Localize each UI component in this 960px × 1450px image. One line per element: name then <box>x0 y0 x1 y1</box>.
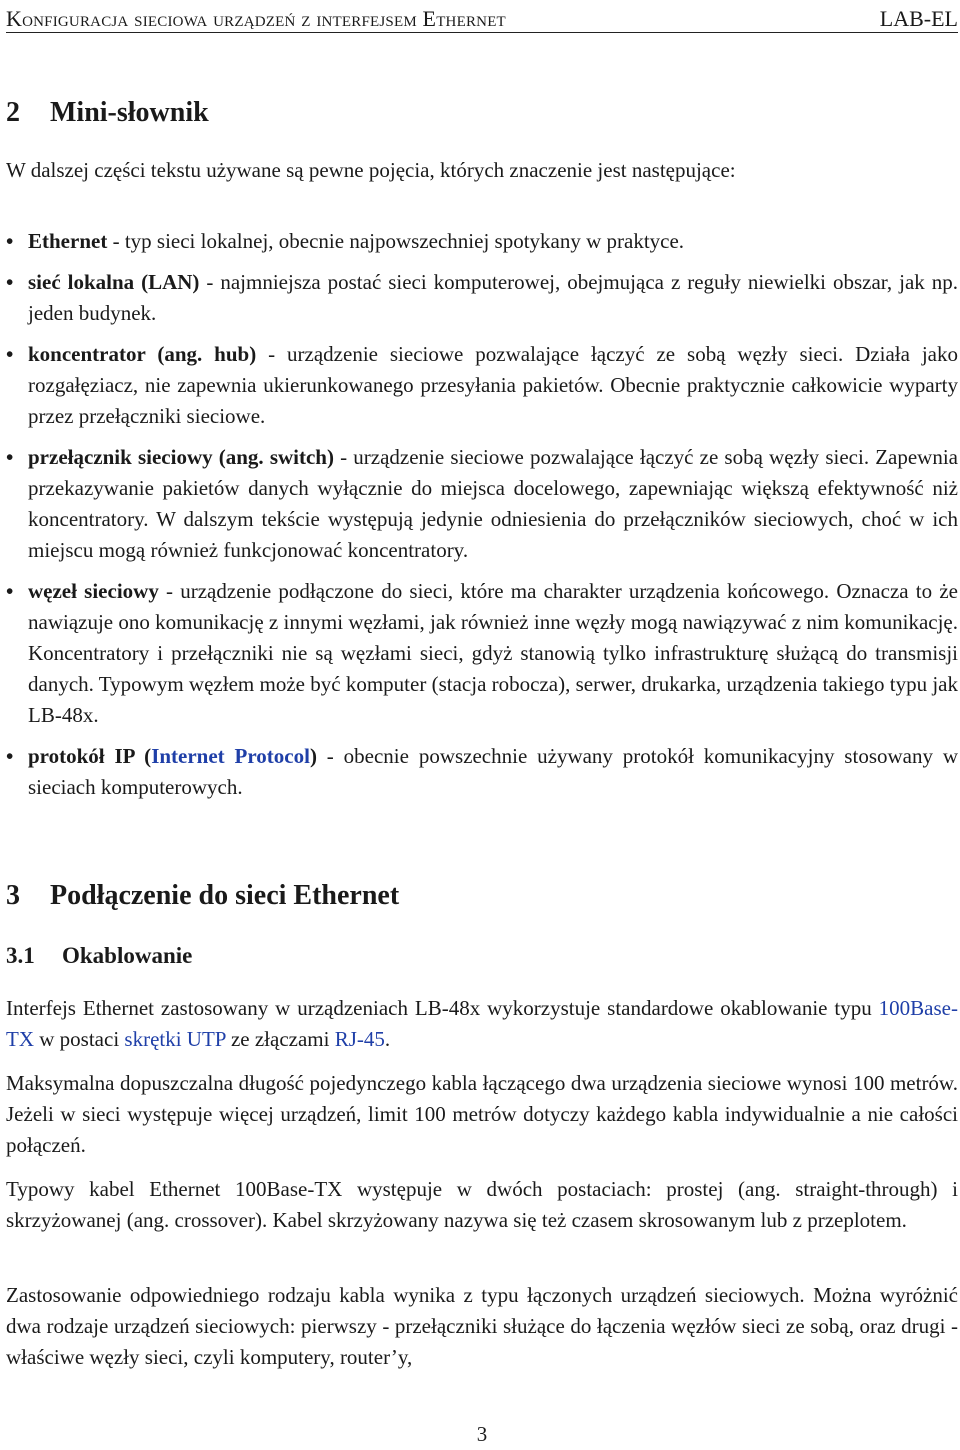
header-title: Konfiguracja sieciowa urządzeń z interfejsem Ethernet <box>6 6 506 31</box>
glossary-definition: - urządzenie sieciowe pozwalające łączyć ze sobą węzły sieci. Zapewnia przekazywanie pakietów danych wyłącznie do miejsca docelowego, zapewniając większą efektywność niż koncentratory. W dalszym tekście występują jedynie odniesienia do przełączników sieciowych, choć w ich miejscu mogą również funkcjonować koncentratory. <box>28 445 958 562</box>
bullet: • <box>6 342 14 366</box>
glossary-definition: - urządzenie podłączone do sieci, które ma charakter urządzenia końcowego. Oznacza to że nawiązuje ono komunikację z innymi węzłami, jak również inne węzły mogą nawiązywać z nim komunikację. Koncentratory i przełączniki nie są węzłami sieci, gdyż stanowią tylko infrastrukturę służącą do transmisji danych. Typowym węzłem może być komputer (stacja robocza), serwer, drukarka, urządzenia takiego typu jak LB-48x. <box>28 579 958 727</box>
section-3-1-title: Okablowanie <box>62 943 193 968</box>
section-3-title: Podłączenie do sieci Ethernet <box>50 880 400 911</box>
glossary-term: węzeł sieciowy <box>28 579 159 603</box>
text-run: . <box>384 1027 391 1051</box>
glossary-term: Ethernet <box>28 229 108 253</box>
section-2-title: Mini-słownik <box>50 97 209 128</box>
100base-tx-link[interactable]: 100Base-TX <box>6 996 958 1051</box>
cabling-paragraph-4: Zastosowanie odpowiedniego rodzaju kabla wynika z typu łączonych urządzeń sieciowych. Można wyróżnić dwa rodzaje urządzeń sieciowych: pierwszy - przełączniki służące do łączenia węzłów sieci ze sobą, oraz drugi - właściwe węzły sieci, czyli komputery, router’y, <box>6 1283 958 1369</box>
glossary-item <box>6 442 958 566</box>
text-run: w postaci <box>34 1027 125 1051</box>
bullet: • <box>6 445 14 469</box>
text-run: ze złączami <box>225 1027 335 1051</box>
glossary-term: koncentrator (ang. hub) <box>28 342 257 366</box>
glossary-term: sieć lokalna (LAN) <box>28 270 200 294</box>
utp-link[interactable]: skrętki UTP <box>124 1027 226 1051</box>
section-2-intro: W dalszej części tekstu używane są pewne pojęcia, których znaczenie jest następujące: <box>6 158 736 182</box>
bullet: • <box>6 270 14 294</box>
bullet: • <box>6 229 14 253</box>
internet-protocol-link[interactable]: Internet Protocol <box>151 744 310 768</box>
page-number: 3 <box>476 1422 488 1446</box>
rj45-link[interactable]: RJ-45 <box>334 1027 385 1051</box>
glossary-definition: - typ sieci lokalnej, obecnie najpowszechniej spotykany w praktyce. <box>107 229 685 253</box>
section-2-number: 2 <box>6 97 20 128</box>
bullet: • <box>6 744 14 768</box>
section-3-number: 3 <box>6 880 20 911</box>
header-doc-code: LAB-EL <box>879 6 958 31</box>
section-3-heading <box>6 880 399 912</box>
glossary-item-ip <box>6 741 958 803</box>
running-header <box>6 6 958 33</box>
section-3-1-number: 3.1 <box>6 943 35 968</box>
text-run: Interfejs Ethernet zastosowany w urządzeniach LB-48x wykorzystuje standardowe okablowanie typu <box>6 996 879 1020</box>
glossary-item <box>6 226 958 257</box>
glossary-term: przełącznik sieciowy (ang. switch) <box>28 445 334 469</box>
glossary-item <box>6 576 958 731</box>
glossary-list <box>6 226 958 813</box>
section-2-heading <box>6 97 209 129</box>
glossary-item <box>6 267 958 329</box>
term-prefix: protokół IP ( <box>28 744 152 768</box>
glossary-definition: - urządzenie sieciowe pozwalające łączyć ze sobą węzły sieci. Działa jako rozgałęziacz, nie zapewnia ukierunkowanego przesyłania pakietów. Obecnie praktycznie całkowicie wyparty przez przełączniki sieciowe. <box>28 342 958 428</box>
glossary-definition: - obecnie powszechnie używany protokół komunikacyjny stosowany w sieciach komputerowych. <box>28 744 958 799</box>
glossary-item <box>6 339 958 432</box>
section-3-1-heading <box>6 942 192 970</box>
term-suffix: ) <box>309 744 317 768</box>
glossary-definition: - najmniejsza postać sieci komputerowej, obejmująca z reguły niewielki obszar, jak np. jeden budynek. <box>28 270 959 325</box>
bullet: • <box>6 579 14 603</box>
cabling-paragraph-1 <box>6 993 958 1055</box>
glossary-term <box>28 744 317 768</box>
cabling-paragraph-3: Typowy kabel Ethernet 100Base-TX występuje w dwóch postaciach: prostej (ang. straight-through) i skrzyżowanej (ang. crossover). Kabel skrzyżowany nazywa się też czasem skrosowanym lub z przeplotem. <box>6 1177 958 1232</box>
cabling-paragraph-2: Maksymalna dopuszczalna długość pojedynczego kabla łączącego dwa urządzenia sieciowe wynosi 100 metrów. Jeżeli w sieci występuje więcej urządzeń, limit 100 metrów dotyczy każdego kabla indywidualnie a nie całości połączeń. <box>6 1071 958 1157</box>
